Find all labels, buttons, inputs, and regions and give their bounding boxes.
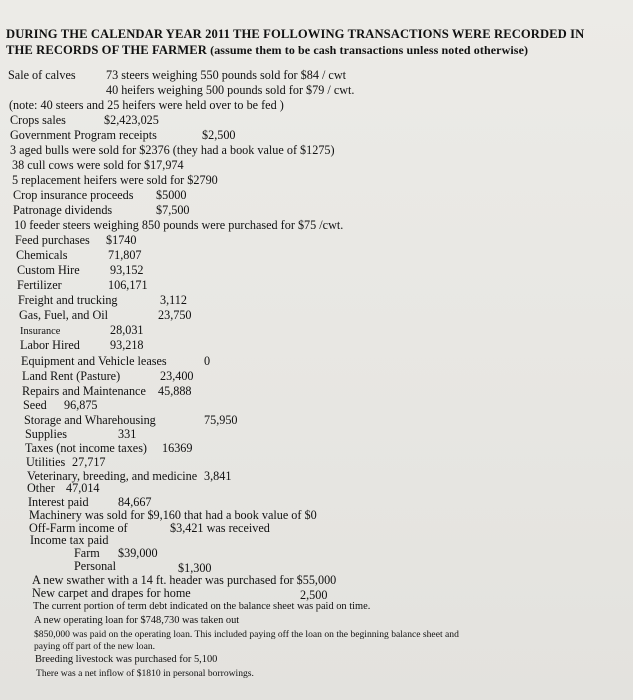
land-rent-value: 23,400 xyxy=(160,369,194,383)
government-program-value: $2,500 xyxy=(202,128,236,142)
net-inflow-line: There was a net inflow of $1810 in personal borrowings. xyxy=(36,668,254,679)
other-value: 47,014 xyxy=(66,481,100,495)
crop-insurance-label: Crop insurance proceeds xyxy=(13,188,134,202)
title-line-2-note: (assume them to be cash transactions unless noted otherwise) xyxy=(207,43,529,57)
labor-hired-label: Labor Hired xyxy=(20,338,80,352)
carpet-label: New carpet and drapes for home xyxy=(32,586,191,600)
insurance-value: 28,031 xyxy=(110,323,144,337)
utilities-value: 27,717 xyxy=(72,455,106,469)
chemicals-label: Chemicals xyxy=(16,248,68,262)
interest-paid-value: 84,667 xyxy=(118,495,152,509)
freight-value: 3,112 xyxy=(160,293,187,307)
off-farm-income-value: $3,421 was received xyxy=(170,521,270,535)
current-portion-line: The current portion of term debt indicated on the balance sheet was paid on time. xyxy=(33,601,371,612)
interest-paid-label: Interest paid xyxy=(28,495,89,509)
off-farm-income-label: Off-Farm income of xyxy=(29,521,128,535)
insurance-label: Insurance xyxy=(20,326,61,337)
carpet-value: 2,500 xyxy=(300,588,328,602)
loan-paid-line-1: $850,000 was paid on the operating loan. This included paying off the loan on the beginning balance sheet and xyxy=(34,629,459,640)
title-line-2 xyxy=(6,42,626,58)
cull-cows-line: 38 cull cows were sold for $17,974 xyxy=(12,158,184,172)
title-line-2-main: THE RECORDS OF THE FARMER xyxy=(6,43,207,57)
personal-tax-value: $1,300 xyxy=(178,561,212,575)
storage-value: 75,950 xyxy=(204,413,238,427)
equipment-leases-value: 0 xyxy=(204,354,211,368)
repairs-value: 45,888 xyxy=(158,384,192,398)
feed-purchases-value: $1740 xyxy=(106,233,137,247)
patronage-label: Patronage dividends xyxy=(13,203,113,217)
operating-loan-line: A new operating loan for $748,730 was taken out xyxy=(34,615,240,626)
crops-sales-label: Crops sales xyxy=(10,113,66,127)
gas-fuel-oil-label: Gas, Fuel, and Oil xyxy=(19,308,109,322)
taxes-label: Taxes (not income taxes) xyxy=(25,441,147,455)
personal-tax-label: Personal xyxy=(74,559,116,573)
farm-tax-value: $39,000 xyxy=(118,546,158,560)
replacement-heifers-line: 5 replacement heifers were sold for $2790 xyxy=(12,173,218,187)
breeding-livestock-line: Breeding livestock was purchased for 5,100 xyxy=(35,654,218,665)
held-over-note: (note: 40 steers and 25 heifers were held over to be fed ) xyxy=(9,98,284,112)
storage-label: Storage and Wharehousing xyxy=(24,413,156,427)
feed-purchases-label: Feed purchases xyxy=(15,233,90,247)
fertilizer-value: 106,171 xyxy=(108,278,148,292)
government-program-label: Government Program receipts xyxy=(10,128,157,142)
repairs-label: Repairs and Maintenance xyxy=(22,384,146,398)
custom-hire-value: 93,152 xyxy=(110,263,144,277)
custom-hire-label: Custom Hire xyxy=(17,263,80,277)
income-tax-label: Income tax paid xyxy=(30,533,109,547)
document-title xyxy=(6,26,626,58)
equipment-leases-label: Equipment and Vehicle leases xyxy=(21,354,167,368)
crop-insurance-value: $5000 xyxy=(156,188,187,202)
freight-label: Freight and trucking xyxy=(18,293,118,307)
gas-fuel-oil-value: 23,750 xyxy=(158,308,192,322)
machinery-line: Machinery was sold for $9,160 that had a book value of $0 xyxy=(29,508,317,522)
seed-label: Seed xyxy=(23,398,47,412)
taxes-value: 16369 xyxy=(162,441,193,455)
calves-label: Sale of calves xyxy=(8,68,76,82)
crops-sales-value: $2,423,025 xyxy=(104,113,159,127)
swather-line: A new swather with a 14 ft. header was purchased for $55,000 xyxy=(32,573,337,587)
veterinary-label: Veterinary, breeding, and medicine xyxy=(27,469,198,483)
title-line-1: DURING THE CALENDAR YEAR 2011 THE FOLLOWING TRANSACTIONS WERE RECORDED IN xyxy=(6,27,585,41)
calves-heifers: 40 heifers weighing 500 pounds sold for $79 / cwt. xyxy=(106,83,355,97)
patronage-value: $7,500 xyxy=(156,203,190,217)
supplies-value: 331 xyxy=(118,427,137,441)
loan-paid-line-2: paying off part of the new loan. xyxy=(34,641,156,652)
utilities-label: Utilities xyxy=(26,455,66,469)
feeder-steers-line: 10 feeder steers weighing 850 pounds were purchased for $75 /cwt. xyxy=(14,218,344,232)
seed-value: 96,875 xyxy=(64,398,98,412)
supplies-label: Supplies xyxy=(25,427,67,441)
land-rent-label: Land Rent (Pasture) xyxy=(22,369,121,383)
labor-hired-value: 93,218 xyxy=(110,338,144,352)
calves-steers: 73 steers weighing 550 pounds sold for $84 / cwt xyxy=(106,68,347,82)
aged-bulls-line: 3 aged bulls were sold for $2376 (they had a book value of $1275) xyxy=(10,143,335,157)
other-label: Other xyxy=(27,481,55,495)
fertilizer-label: Fertilizer xyxy=(17,278,62,292)
chemicals-value: 71,807 xyxy=(108,248,142,262)
veterinary-value: 3,841 xyxy=(204,469,232,483)
farm-tax-label: Farm xyxy=(74,546,100,560)
